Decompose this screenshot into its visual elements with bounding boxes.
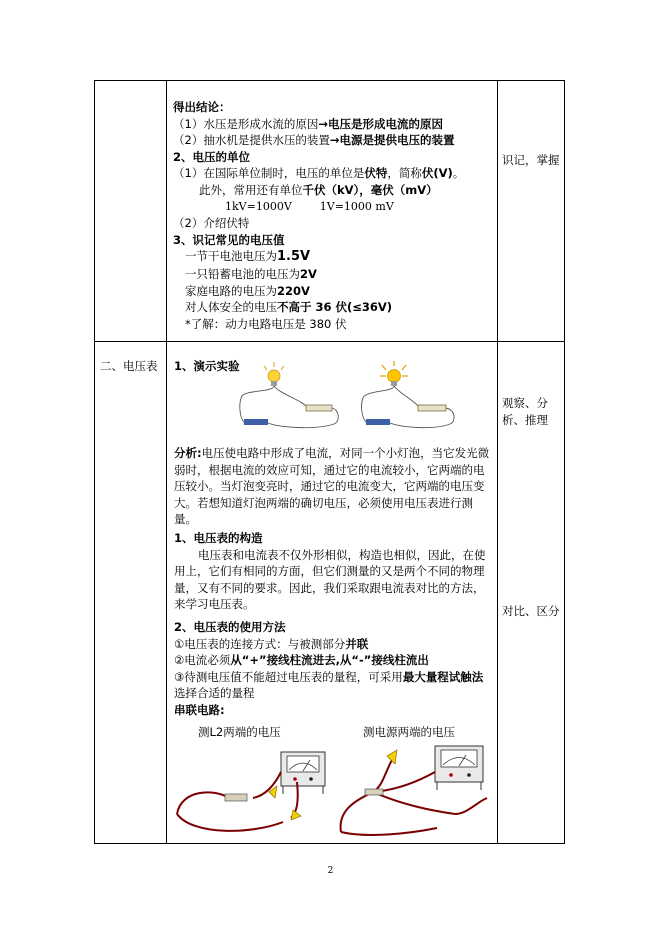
table-col-divider-2: [497, 80, 498, 844]
voltage-safe-label: 对人体安全的电压: [185, 300, 277, 315]
row2-method-2: 对比、区分: [502, 604, 560, 618]
caption-source: 测电源两端的电压: [363, 725, 455, 739]
voltage-home-value: 220V: [277, 283, 310, 298]
table-border-left: [94, 80, 95, 844]
bulb-glow-icon: [380, 361, 408, 386]
table-border-bottom: [94, 843, 564, 844]
table-row-divider: [94, 341, 564, 342]
unit-other-bold: 千伏（kV），毫伏（mV）: [302, 182, 438, 197]
usage-1-bold: 并联: [345, 636, 369, 651]
usage-section: [174, 619, 496, 719]
demo-circuit-dim: [236, 360, 346, 432]
introduce-volta: （2）介绍伏特: [173, 216, 250, 231]
unit-conversion-1: 1kV=1000V: [225, 199, 292, 213]
series-heading: 串联电路:: [174, 702, 225, 717]
row1-content: [173, 99, 495, 332]
demo-circuit-bright: [360, 360, 470, 432]
usage-2-text: ②电流必须: [174, 653, 231, 668]
usage-1-text: ①电压表的连接方式：与被测部分: [174, 636, 346, 651]
table-col-divider-1: [166, 80, 167, 844]
voltage-lead-label: 一只铅蓄电池的电压为: [185, 266, 300, 281]
unit-heading: 2、电压的单位: [173, 149, 251, 164]
unit-text-3: 。: [452, 166, 465, 181]
caption-l2: 测L2两端的电压: [198, 725, 281, 739]
section-voltmeter: 二、电压表: [100, 359, 158, 373]
voltage-home-label: 家庭电路的电压为: [185, 283, 277, 298]
conclusion-heading: 得出结论：: [173, 100, 231, 114]
circuit-measure-l2: [173, 742, 333, 838]
unit-text-2: ，简称: [387, 166, 422, 181]
conclusion-1: （1）水压是形成水流的原因: [173, 116, 319, 131]
page-number: 2: [327, 866, 334, 876]
unit-text-1: （1）在国际单位制时，电压的单位是: [173, 166, 365, 181]
voltmeter-icon: [281, 752, 325, 794]
unit-conversion-2: 1V=1000 mV: [319, 199, 394, 213]
unit-other-text: 此外，常用还有单位: [199, 182, 303, 197]
structure-section: [174, 530, 492, 613]
row1-method: 识记，掌握: [502, 153, 560, 167]
analysis-paragraph: [174, 445, 492, 528]
table-border-right: [564, 80, 565, 844]
unit-volt-short: 伏(V): [421, 166, 453, 181]
conclusion-2: （2）抽水机是提供水压的装置: [173, 133, 330, 148]
table-border-top: [94, 80, 564, 81]
demo-heading: 1、演示实验: [174, 359, 240, 373]
usage-heading: 2、电压表的使用方法: [174, 620, 286, 634]
voltage-safe-value: 不高于 36 伏(≤36V): [277, 300, 393, 315]
analysis-label: 分析:: [174, 446, 202, 460]
circuit-measure-source: [337, 742, 497, 838]
structure-text: 电压表和电流表不仅外形相似，构造也相似，因此，在使用上，它们有相同的方面，但它们测量的又是两个不同的物理量，又有不同的要求。因此，我们采取跟电流表对比的方法，来学习电压表。: [174, 547, 486, 612]
voltage-lead-value: 2V: [300, 266, 317, 281]
conclusion-2-bold: →电源是提供电压的装置: [329, 133, 455, 148]
usage-3-bold: 最大量程试触法: [402, 669, 484, 684]
voltmeter-icon: [435, 746, 483, 790]
voltage-dry-cell-label: 一节干电池电压为: [185, 249, 277, 264]
voltage-dry-cell-value: 1.5V: [277, 249, 311, 265]
row2-method-1: 观察、分析、推理: [502, 396, 548, 427]
usage-3-cont: 选择合适的量程: [174, 686, 255, 701]
analysis-text: 电压使电路中形成了电流，对同一个小灯泡，当它发光微弱时，根据电流的效应可知，通过它的电流较小，它两端的电压较小。当灯泡变亮时，通过它的电流变大，它两端的电压变大。若想知道灯泡两端的确切电压，必须使用电压表进行测量。: [174, 446, 490, 527]
common-voltage-heading: 3、识记常见的电压值: [173, 232, 285, 247]
usage-2-bold: 从“+”接线柱流进去,从“-”接线柱流出: [230, 653, 429, 668]
usage-3-text: ③待测电压值不能超过电压表的量程，可采用: [174, 669, 403, 684]
conclusion-1-bold: →电压是形成电流的原因: [318, 116, 443, 131]
voltage-power-note: *了解：动力电路电压是 380 伏: [185, 316, 347, 331]
bulb-glow-icon: [264, 362, 284, 386]
structure-heading: 1、电压表的构造: [174, 531, 263, 545]
unit-volt: 伏特: [364, 166, 388, 181]
